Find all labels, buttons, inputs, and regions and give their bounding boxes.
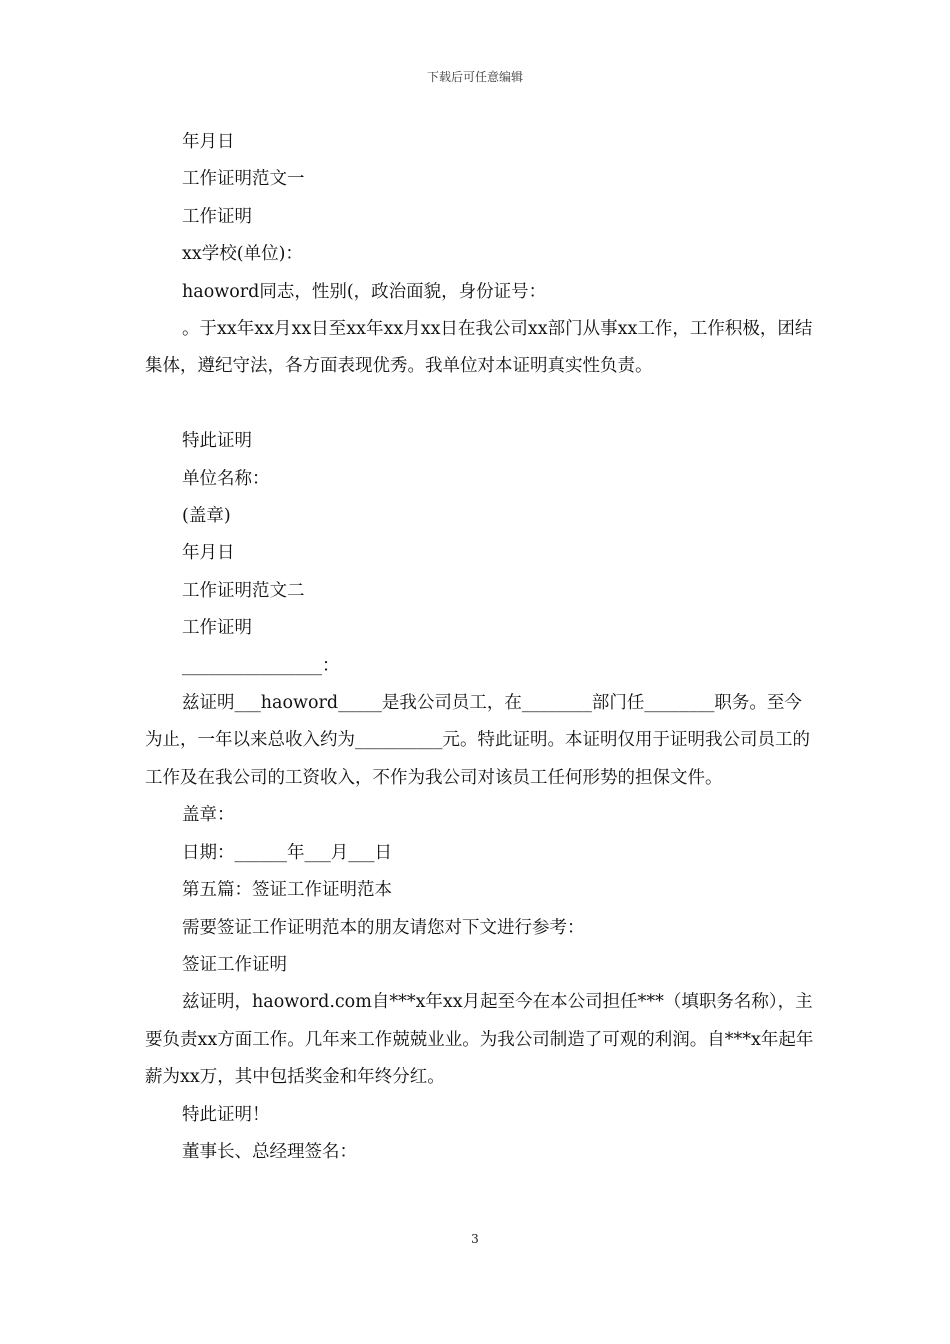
date-line: 年月日 [182, 132, 235, 152]
recipient-line: xx学校(单位)： [182, 244, 303, 265]
certificate-heading: 工作证明 [182, 618, 252, 639]
section-title-chapter-5: 第五篇：签证工作证明范本 [182, 880, 392, 901]
document-body [145, 124, 815, 1171]
section-title-sample-2: 工作证明范文二 [182, 580, 305, 601]
visa-certificate-heading: 签证工作证明 [182, 954, 287, 975]
certificate-heading: 工作证明 [182, 206, 252, 227]
blank-line [145, 386, 815, 423]
signature-line: 董事长、总经理签名： [182, 1141, 357, 1162]
seal-label-line: 盖章： [182, 805, 235, 826]
reference-intro-line: 需要签证工作证明范本的朋友请您对下文进行参考： [182, 917, 585, 938]
recipient-blank-line: ________________： [182, 655, 340, 676]
page-number: 3 [471, 1232, 479, 1246]
employment-paragraph: 。于xx年xx月xx日至xx年xx月xx日在我公司xx部门从事xx工作，工作积极，团结集体，遵纪守法，各方面表现优秀。我单位对本证明真实性负责。 [145, 319, 813, 377]
hereby-certify-line: 特此证明 [182, 431, 252, 452]
visa-employment-paragraph: 兹证明，haoword.com自***x年xx月起至今在本公司担任***（填职务名称），主要负责xx方面工作。几年来工作兢兢业业。为我公司制造了可观的利润。自***x年起年薪为xx万，其中包括奖金和年终分红。 [145, 992, 814, 1088]
employee-info-line: haoword同志，性别(，政治面貌，身份证号： [182, 281, 547, 302]
page-header: 下载后可任意编辑 [426, 70, 523, 84]
date-blank-line: 日期：______年___月___日 [182, 842, 392, 863]
hereby-certify-line: 特此证明！ [182, 1104, 270, 1125]
unit-name-line: 单位名称： [182, 468, 270, 489]
section-title-sample-1: 工作证明范文一 [182, 169, 305, 190]
date-line: 年月日 [182, 543, 235, 564]
seal-line: (盖章) [182, 506, 231, 527]
income-paragraph: 兹证明___haoword_____是我公司员工，在________部门任________职务。至今为止，一年以来总收入约为__________元。特此证明。本证明仅用于证明我公司员工的工作及在我公司的工资收入，不作为我公司对该员工任何形势的担保文件。 [145, 693, 810, 788]
